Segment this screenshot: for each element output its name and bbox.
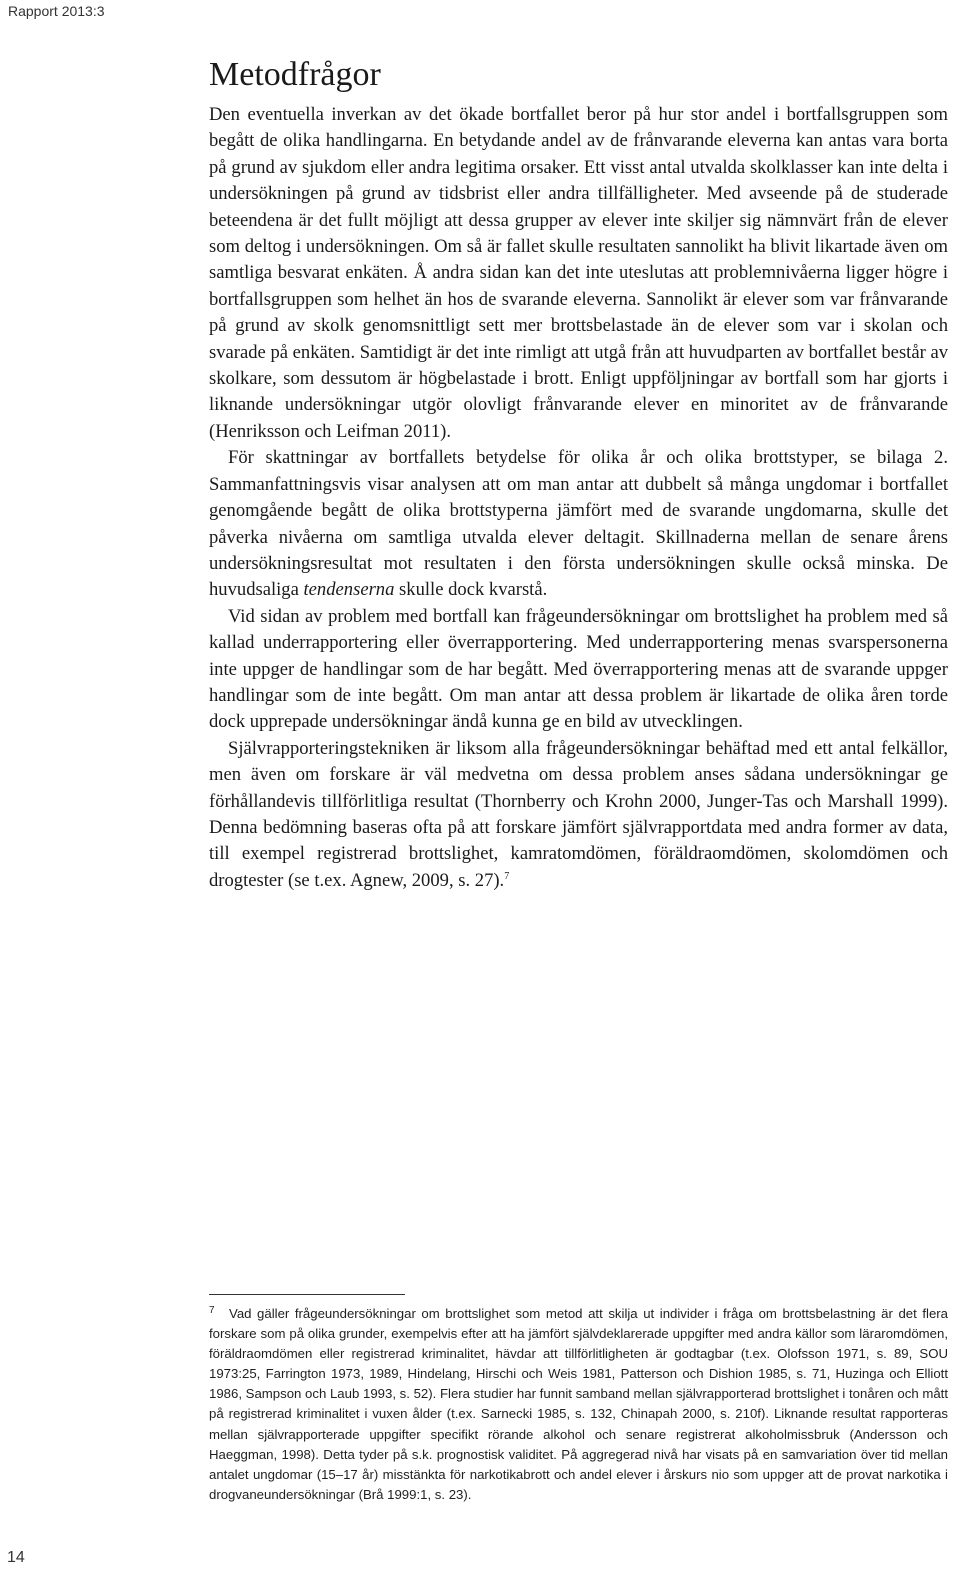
section-title: Metodfrågor	[209, 56, 381, 93]
footnote-text: Vad gäller frågeundersökningar om brottslighet som metod att skilja ut individer i fråga om brottsbelastning är det flera forskare som på olika grunder, exempelvis efter att ha jämfört självdeklarerade uppgifter med andra källor som läraromdömen, föräldraomdömen eller registrerad kriminalitet, hävdar att tillförlitligheten är godtagbar (t.ex. Olofsson 1971, s. 89, SOU 1973:25, Farrington 1973, 1989, Hindelang, Hirschi och Weis 1981, Patterson och Dishion 1985, s. 71, Huzinga och Elliott 1986, Sampson och Laub 1993, s. 52). Flera studier har funnit samband mellan självrapporterad brottslighet i tonåren och mått på registrerad kriminalitet i vuxen ålder (t.ex. Sarnecki 1985, s. 132, Chinapah 2000, s. 210f). Liknande resultat rapporteras mellan självrapporterade uppgifter specifikt rörande alkohol och senare registrerat alkoholmissbruk (Andersson och Haeggman, 1998). Detta tyder på s.k. prognostisk validitet. På aggregerad nivå har visats på en samvariation över tid mellan antalet ungdomar (15–17 år) misstänkta för narkotikabrott och andel elever i årskurs nio som uppger att de provat narkotika i drogvaneundersökningar (Brå 1999:1, s. 23).	[209, 1306, 948, 1502]
emphasis-tendenserna: tendenserna	[303, 579, 395, 601]
paragraph-3: Vid sidan av problem med bortfall kan frågeundersökningar om brottslighet ha problem med så kallad underrapportering eller överrapportering. Med underrapportering menas svarspersonerna inte uppger de handlingar som de har begått. Med överrapportering menas att de svarande uppger handlingar som de inte begått. Om man antar att dessa problem är likartade de olika åren torde dock upprepade undersökningar ändå kunna ge en bild av utvecklingen.	[209, 605, 948, 733]
footnote-number: 7	[209, 1305, 215, 1316]
page-number: 14	[7, 1549, 25, 1566]
footnote-reference: 7	[504, 870, 510, 882]
paragraph-4-text: Självrapporteringstekniken är liksom alla frågeundersökningar behäftad med ett antal felkällor, men även om forskare är väl medvetna om dessa problem anses sådana undersökningar ge förhållandevis tillförlitliga resultat (Thornberry och Krohn 2000, Junger-Tas och Marshall 1999). Denna bedömning baseras ofta på att forskare jämfört självrapportdata med andra former av data, till exempel registrerad brottslighet, kamratomdömen, föräldraomdömen, skolomdömen och drogtester (se t.ex. Agnew, 2009, s. 27).	[209, 737, 948, 891]
paragraph-2-end: skulle dock kvarstå.	[394, 579, 548, 601]
paragraph-4	[209, 736, 948, 894]
paragraph-1: Den eventuella inverkan av det ökade bortfallet beror på hur stor andel i bortfallsgruppen som begått de olika handlingarna. En betydande andel av de frånvarande eleverna kan antas vara borta på grund av sjukdom eller andra legitima orsaker. Ett visst antal utvalda skolklasser kan inte delta i undersökningen på grund av tidsbrist eller andra tillfälligheter. Med avseende på de studerade beteendena är det fullt möjligt att dessa grupper av elever inte skiljer sig nämnvärt från de elever som deltog i undersökningen. Om så är fallet skulle resultaten sannolikt ha blivit likartade även om samtliga besvarat enkäten. Å andra sidan kan det inte uteslutas att problemnivåerna ligger högre i bortfallsgruppen som helhet än hos de svarande eleverna. Sannolikt är elever som var frånvarande på grund av skolk genomsnittligt sett mer brottsbelastade än de elever som var i skolan och svarade på enkäten. Samtidigt är det inte rimligt att utgå från att huvudparten av bortfallet består av skolkare, som dessutom är högbelastade i brott. Enligt uppföljningar av bortfall som har gjorts i liknande undersökningar utgör olovligt frånvarande elever en minoritet av de frånvarande (Henriksson och Leifman 2011).	[209, 104, 948, 442]
running-head: Rapport 2013:3	[8, 3, 105, 19]
paragraph-2-text: För skattningar av bortfallets betydelse för olika år och olika brottstyper, se bilaga 2. Sammanfattningsvis visar analysen att om man antar att dubbelt så många ungdomar i bortfallet genomgående begått de olika brottstyperna jämfört med de svarande ungdomarna, skulle det påverka nivåerna om samtliga utvalda elever deltagit. Skillnaderna mellan de senare årens undersökningsresultat mot resultaten i den första undersökningen skulle också minska. De huvudsaliga	[209, 447, 948, 601]
footnote-rule	[209, 1294, 405, 1295]
paragraph-2	[209, 445, 948, 603]
body-text	[209, 102, 948, 894]
footnote	[209, 1304, 948, 1505]
